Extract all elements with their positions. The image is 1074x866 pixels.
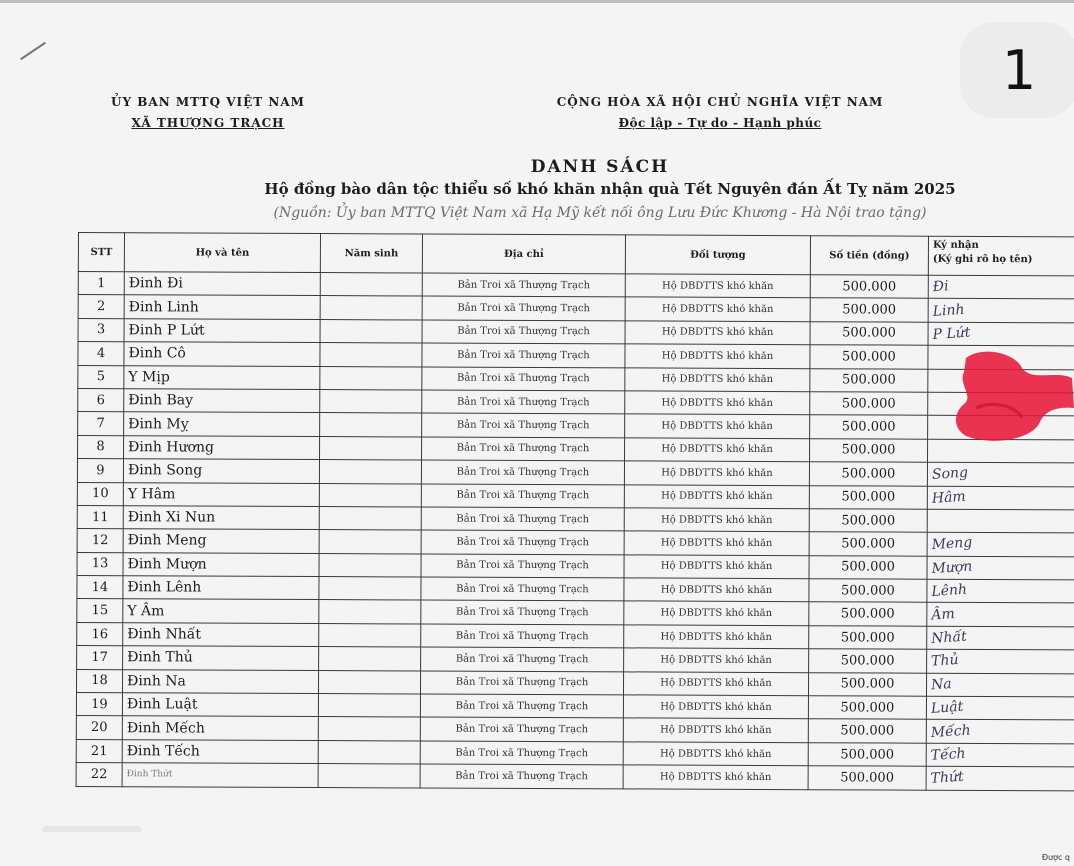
cell-amount: 500.000 [810,298,928,322]
cell-signature [926,720,1074,744]
cell-address: Bản Troi xã Thượng Trạch [421,484,624,508]
cell-stt: 18 [76,669,122,693]
cell-amount: 500.000 [810,321,928,345]
signature-text: Thủ [930,652,960,671]
cell-signature [928,392,1074,416]
footer-note: Được q [1041,853,1070,862]
cell-address: Bản Troi xã Thượng Trạch [421,507,624,531]
cell-signature [927,556,1074,580]
header-address: Địa chỉ [422,234,625,274]
recipient-table [76,232,1074,791]
cell-stt: 4 [78,342,124,366]
cell-stt: 13 [77,552,123,576]
header-object: Đối tượng [625,235,810,275]
cell-year [318,740,420,764]
cell-address: Bản Troi xã Thượng Trạch [422,296,625,320]
cell-stt: 20 [76,716,122,740]
cell-year [319,530,421,554]
cell-name: Đinh Tếch [122,740,318,764]
header-sign-label: Ký nhận [932,239,979,251]
cell-amount: 500.000 [809,649,927,673]
header-left-commune: XÃ THƯỢNG TRẠCH [131,116,285,130]
cell-name: Đinh Thứt [122,763,318,787]
cell-signature [926,743,1074,767]
cell-name: Đinh Lênh [123,576,319,600]
document-source-note: (Nguồn: Ủy ban MTTQ Việt Nam xã Hạ Mỹ kết nối ông Lưu Đức Khương - Hà Nội trao tặng) [273,205,927,221]
cell-stt: 7 [78,412,124,436]
table-header-row [78,233,1074,276]
header-name: Họ và tên [124,233,320,273]
cell-amount: 500.000 [808,719,926,743]
cell-address: Bản Troi xã Thượng Trạch [420,717,623,741]
cell-name: Đinh Na [122,669,318,693]
cell-amount: 500.000 [810,415,928,439]
cell-stt: 22 [76,763,122,787]
cell-year [320,319,422,343]
cell-year [320,343,422,367]
cell-object: Hộ DBDTTS khó khăn [624,578,809,602]
cell-object: Hộ DBDTTS khó khăn [624,508,809,532]
document-title: DANH SÁCH [530,157,670,177]
cell-name: Đinh Hương [124,435,320,459]
cell-stt: 1 [78,272,124,296]
cell-signature [927,509,1074,533]
cell-year [319,553,421,577]
header-left-org: ỦY BAN MTTQ VIỆT NAM [111,95,305,109]
header-stt: STT [78,233,124,272]
cell-address: Bản Troi xã Thượng Trạch [421,600,624,624]
signature-text: Na [930,675,953,694]
cell-name: Đinh Cô [124,342,320,366]
cell-signature [928,275,1074,299]
cell-signature [926,673,1074,697]
cell-object: Hộ DBDTTS khó khăn [624,555,809,579]
cell-address: Bản Troi xã Thượng Trạch [420,741,623,765]
cell-year [320,390,422,414]
cell-amount: 500.000 [808,766,926,790]
cell-amount: 500.000 [808,743,926,767]
cell-address: Bản Troi xã Thượng Trạch [420,764,623,788]
table-row [76,763,1074,791]
cell-stt: 17 [77,646,123,670]
cell-stt: 10 [77,482,123,506]
cell-address: Bản Troi xã Thượng Trạch [421,554,624,578]
header-right [510,92,930,134]
cell-object: Hộ DBDTTS khó khăn [624,484,809,508]
cell-year [319,577,421,601]
cell-address: Bản Troi xã Thượng Trạch [421,530,624,554]
cell-object: Hộ DBDTTS khó khăn [625,414,810,438]
cell-year [319,483,421,507]
cell-amount: 500.000 [809,462,927,486]
header-sign [928,236,1074,276]
signature-text: Nhất [930,628,968,647]
cell-object: Hộ DBDTTS khó khăn [623,742,808,766]
cell-year [320,296,422,320]
cell-signature [927,649,1074,673]
cell-signature [926,696,1074,720]
cell-year [318,717,420,741]
cell-year [318,670,420,694]
cell-amount: 500.000 [810,345,928,369]
cell-signature [928,369,1074,393]
cell-address: Bản Troi xã Thượng Trạch [422,437,625,461]
cell-object: Hộ DBDTTS khó khăn [624,461,809,485]
cell-year [319,623,421,647]
cell-signature [928,416,1074,440]
cell-name: Đinh Mượn [123,552,319,576]
cell-name: Đinh Nhất [123,623,319,647]
cell-signature [927,533,1074,557]
cell-object: Hộ DBDTTS khó khăn [624,625,809,649]
signature-text: Meng [931,534,973,554]
signature-text: Lênh [930,581,968,601]
cell-stt: 6 [78,388,124,412]
cell-year [319,647,421,671]
signature-text: Mếch [930,722,972,741]
cell-address: Bản Troi xã Thượng Trạch [422,367,625,391]
cell-stt: 16 [77,622,123,646]
cell-address: Bản Troi xã Thượng Trạch [422,390,625,414]
cell-stt: 2 [78,295,124,319]
cell-amount: 500.000 [809,509,927,533]
cell-year [320,366,422,390]
cell-object: Hộ DBDTTS khó khăn [623,765,808,789]
cell-signature [927,579,1074,603]
cell-name: Đinh Mỵ [124,412,320,436]
cell-name: Y Hâm [123,482,319,506]
cell-address: Bản Troi xã Thượng Trạch [420,694,623,718]
cell-stt: 5 [78,365,124,389]
signature-text: Mượn [931,558,973,578]
cell-object: Hộ DBDTTS khó khăn [625,438,810,462]
cell-stt: 3 [78,318,124,342]
header-left [78,92,338,134]
cell-address: Bản Troi xã Thượng Trạch [422,413,625,437]
cell-amount: 500.000 [810,392,928,416]
cell-object: Hộ DBDTTS khó khăn [624,601,809,625]
cell-signature [926,766,1074,790]
cell-amount: 500.000 [809,532,927,556]
cell-object: Hộ DBDTTS khó khăn [624,531,809,555]
cell-signature [928,299,1074,323]
cell-signature [927,486,1074,510]
cell-signature [928,439,1074,463]
cell-name: Đinh Meng [123,529,319,553]
cell-amount: 500.000 [810,368,928,392]
cell-object: Hộ DBDTTS khó khăn [625,367,810,391]
page-number-badge: 1 [960,22,1074,118]
cell-amount: 500.000 [809,485,927,509]
signature-text: Âm [930,605,956,624]
cell-name: Đinh Bay [124,389,320,413]
cell-amount: 500.000 [809,626,927,650]
national-motto: Độc lập - Tự do - Hạnh phúc [618,116,822,130]
signature-text: Hâm [931,488,967,507]
signature-text: Linh [932,301,965,320]
faint-scribble [42,826,142,832]
cell-signature [927,603,1074,627]
signature-text: Luật [930,698,964,718]
cell-address: Bản Troi xã Thượng Trạch [422,320,625,344]
cell-name: Đinh Luật [122,693,318,717]
cell-object: Hộ DBDTTS khó khăn [625,391,810,415]
cell-amount: 500.000 [809,579,927,603]
cell-amount: 500.000 [809,555,927,579]
top-edge [0,0,1074,3]
cell-object: Hộ DBDTTS khó khăn [623,672,808,696]
pen-mark [20,42,46,60]
cell-stt: 19 [76,693,122,717]
cell-amount: 500.000 [810,438,928,462]
cell-amount: 500.000 [809,602,927,626]
cell-name: Y Mịp [124,365,320,389]
cell-year [318,694,420,718]
signature-text: P Lứt [932,324,971,344]
cell-name: Đinh Mếch [122,716,318,740]
cell-name: Đinh Xi Nun [123,506,319,530]
cell-object: Hộ DBDTTS khó khăn [623,695,808,719]
cell-object: Hộ DBDTTS khó khăn [623,718,808,742]
cell-object: Hộ DBDTTS khó khăn [625,274,810,298]
header-sign-note: (Ký ghi rõ họ tên) [932,253,1033,266]
table-body [76,272,1074,791]
cell-object: Hộ DBDTTS khó khăn [625,321,810,345]
cell-signature [928,345,1074,369]
cell-name: Đinh Linh [124,295,320,319]
header-year: Năm sinh [320,234,422,273]
cell-year [318,764,420,788]
cell-year [319,506,421,530]
header-amount: Số tiền (đồng) [810,236,928,276]
cell-year [320,413,422,437]
cell-name: Đinh Song [123,459,319,483]
signature-text: Thứt [930,769,965,788]
cell-stt: 9 [77,459,123,483]
cell-year [319,460,421,484]
cell-address: Bản Troi xã Thượng Trạch [422,343,625,367]
cell-stt: 8 [78,435,124,459]
signature-text: Đi [932,278,950,296]
cell-address: Bản Troi xã Thượng Trạch [422,273,625,297]
cell-object: Hộ DBDTTS khó khăn [624,648,809,672]
cell-stt: 21 [76,739,122,763]
cell-name: Y Âm [123,599,319,623]
signature-text: Song [931,464,969,484]
cell-year [319,600,421,624]
cell-signature [927,626,1074,650]
cell-stt: 14 [77,576,123,600]
document-subtitle: Hộ đồng bào dân tộc thiểu số khó khăn nhận quà Tết Nguyên đán Ất Tỵ năm 2025 [264,180,956,198]
national-title: CỘNG HÒA XÃ HỘI CHỦ NGHĨA VIỆT NAM [556,95,884,109]
cell-year [320,273,422,297]
cell-name: Đinh P Lứt [124,318,320,342]
cell-address: Bản Troi xã Thượng Trạch [421,460,624,484]
cell-address: Bản Troi xã Thượng Trạch [421,647,624,671]
cell-amount: 500.000 [810,275,928,299]
cell-signature [928,322,1074,346]
signature-text: Tếch [930,745,967,764]
cell-address: Bản Troi xã Thượng Trạch [421,624,624,648]
cell-name: Đinh Thủ [123,646,319,670]
cell-stt: 15 [77,599,123,623]
cell-stt: 11 [77,505,123,529]
cell-stt: 12 [77,529,123,553]
cell-name: Đinh Đi [124,272,320,296]
cell-address: Bản Troi xã Thượng Trạch [421,577,624,601]
cell-object: Hộ DBDTTS khó khăn [625,344,810,368]
cell-object: Hộ DBDTTS khó khăn [625,297,810,321]
cell-year [320,436,422,460]
cell-address: Bản Troi xã Thượng Trạch [420,671,623,695]
cell-amount: 500.000 [808,672,926,696]
cell-signature [927,462,1074,486]
cell-amount: 500.000 [808,696,926,720]
